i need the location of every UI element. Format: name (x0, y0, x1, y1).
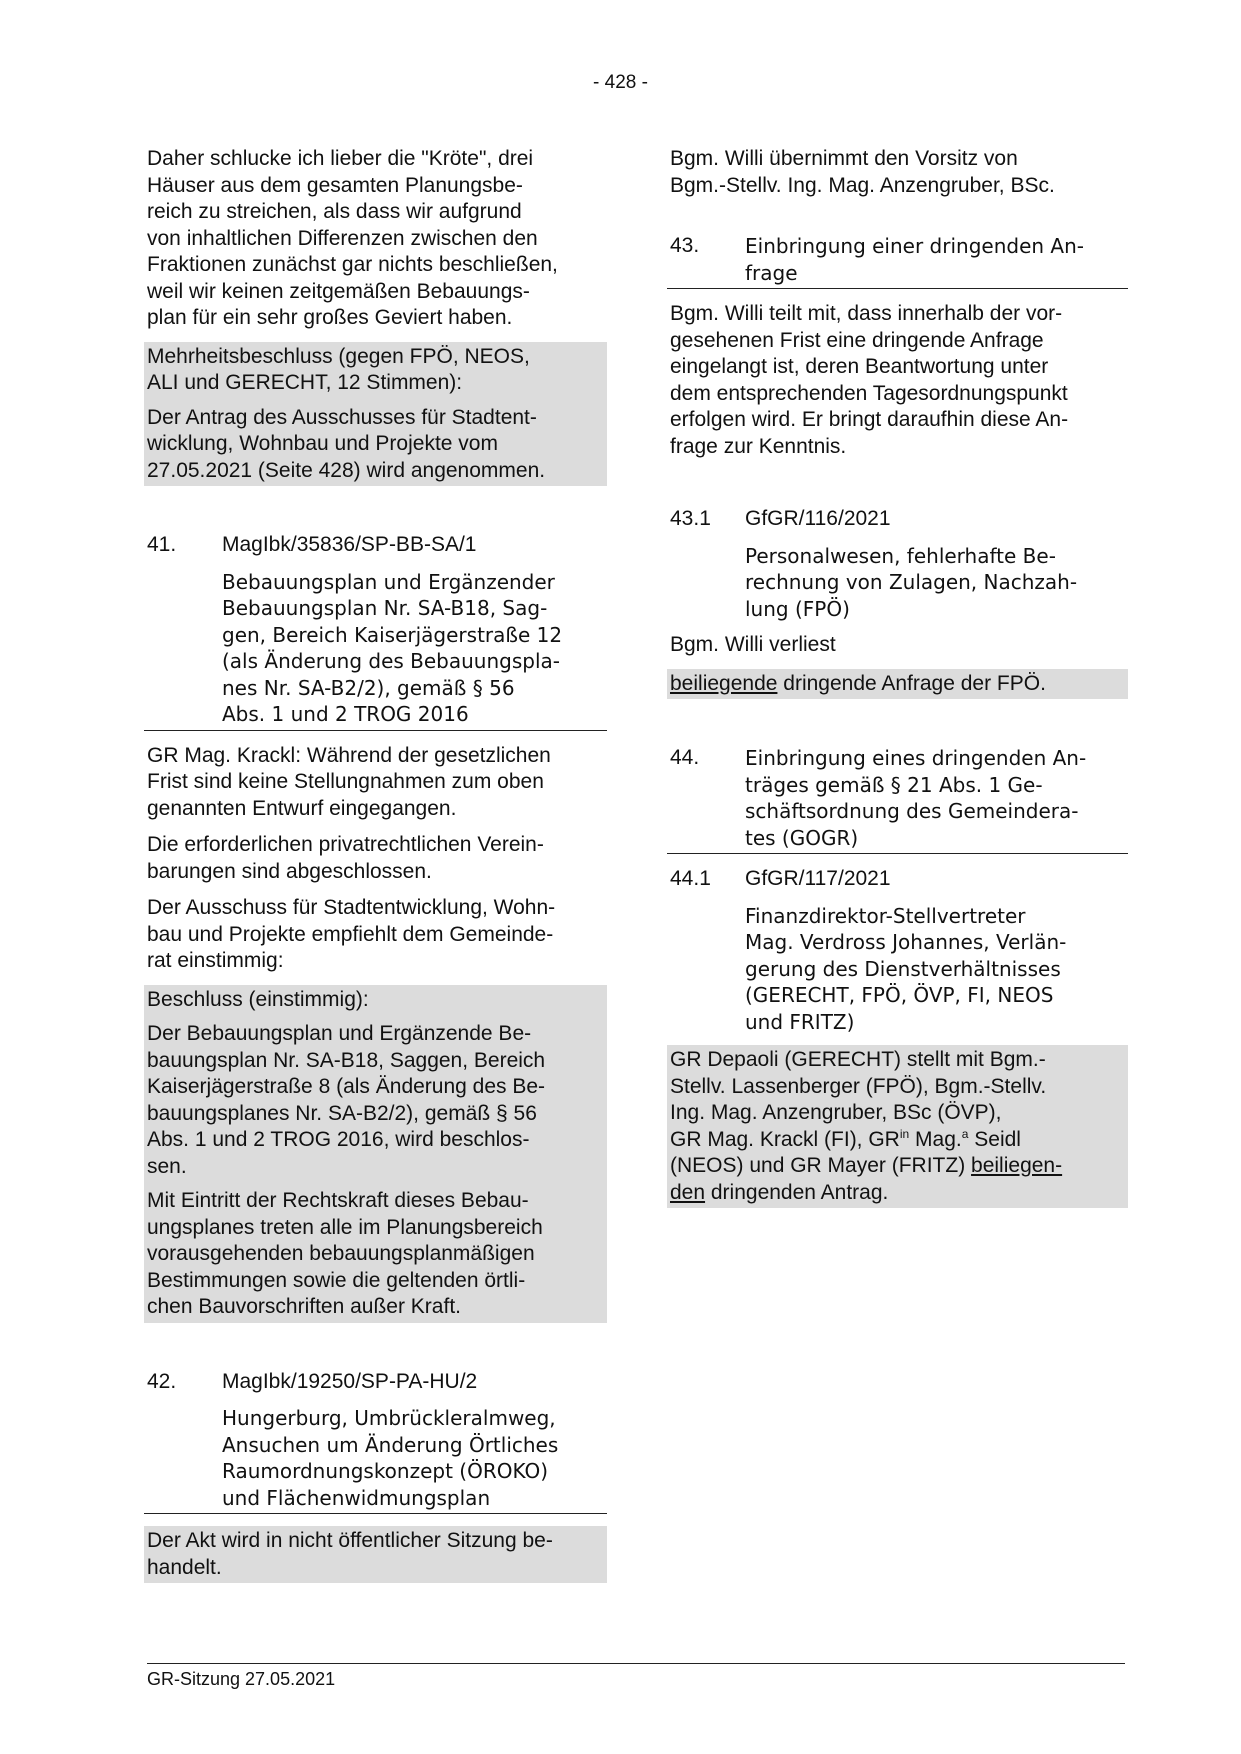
motion-text: GR Depaoli (GERECHT) stellt mit Bgm.- Stellv. Lassenberger (FPÖ), Bgm.-Stellv. Ing. Mag. Anzengruber, BSc (ÖVP), GR Mag. Krackl (FI), $GR^{in}$ Mag.$^a$ Seidl (NEOS) und GR Mayer (FRITZ) beiliegen- den dringenden Antrag. (670, 1048, 1063, 1204)
item-number: 44. (670, 746, 700, 769)
agenda-item-42 (147, 1369, 604, 1584)
item-title: Bebauungsplan und Ergänzender Bebauungsplan Nr. SA-B18, Sag- gen, Bereich Kaiserjägerstraße 12 (als Änderung des Bebauungspla- nes Nr. SA-B2/2), gemäß § 56 Abs. 1 und 2 TROG 2016 (222, 569, 563, 726)
agenda-item-41 (147, 532, 604, 1323)
chair-statement: Bgm. Willi übernimmt den Vorsitz von Bgm.-Stellv. Ing. Mag. Anzengruber, BSc. (670, 147, 1055, 197)
right-column (670, 146, 1125, 1208)
note-text: Der Akt wird in nicht öffentlicher Sitzung be- handelt. (147, 1529, 553, 1579)
attachment-box (667, 669, 1128, 700)
item-number: 43. (670, 234, 700, 257)
footer-divider (147, 1663, 1125, 1664)
item-number: 42. (147, 1369, 177, 1393)
left-column (147, 146, 604, 1583)
agenda-item-44 (670, 745, 1125, 854)
item-title: Finanzdirektor-Stellvertreter Mag. Verdross Johannes, Verlän- gerung des Dienstverhältnisses (GERECHT, FPÖ, ÖVP, FI, NEOS und FRITZ) (745, 903, 1067, 1034)
intro-paragraph: Daher schlucke ich lieber die "Kröte", drei Häuser aus dem gesamten Planungsbe- reich zu streichen, als dass wir aufgrund von inhaltlichen Differenzen zwischen den Fraktionen zunächst gar nichts beschließen, weil wir keinen zeitgemäßen Bebauungs- plan für ein sehr großes Geviert haben. (147, 147, 558, 329)
resolution-box-1 (144, 342, 607, 487)
motion-box (667, 1045, 1128, 1208)
resolution-text: Der Antrag des Ausschusses für Stadtent- wicklung, Wohnbau und Projekte vom 27.05.2021 (Seite 428) wird angenommen. (147, 405, 546, 482)
paragraph: Bgm. Willi teilt mit, dass innerhalb der vor- gesehenen Frist eine dringende Anfrage eingelangt ist, deren Beantwortung unter dem entsprechenden Tagesordnungspunkt erfolgen wird. Er bringt daraufhin diese An- frage zur Kenntnis. (670, 302, 1069, 458)
footer-text: GR-Sitzung 27.05.2021 (147, 1669, 336, 1689)
agenda-item-44-1 (670, 866, 1125, 1208)
item-number: 43.1 (670, 507, 711, 530)
agenda-item-43-1 (670, 506, 1125, 699)
vote-result: Beschluss (einstimmig): (147, 987, 369, 1011)
attachment-link[interactable]: beiliegende (670, 671, 778, 695)
agenda-item-43 (670, 233, 1125, 460)
item-reference: GfGR/116/2021 (745, 507, 891, 530)
item-number: 41. (147, 533, 177, 556)
item-number: 44.1 (670, 867, 711, 890)
page-number: - 428 - (593, 72, 648, 93)
attachment-text: dringende Anfrage der FPÖ. (777, 671, 1046, 695)
resolution-text: Mit Eintritt der Rechtskraft dieses Bebau- ungsplanes treten alle im Planungsbereich vorausgehenden bebauungsplanmäßigen Bestimmungen sowie die geltenden örtli- chen Bauvorschriften außer Kraft. (147, 1189, 543, 1318)
item-reference: GfGR/117/2021 (745, 867, 891, 890)
item-title: Einbringung eines dringenden An- träges gemäß § 21 Abs. 1 Ge- schäftsordnung des Gemeindera- tes (GOGR) (745, 746, 1087, 850)
reader-statement: Bgm. Willi verliest (670, 633, 836, 656)
motion-link[interactable]: den (670, 1180, 706, 1204)
item-reference: MagIbk/35836/SP-BB-SA/1 (222, 533, 477, 556)
paragraph: Die erforderlichen privatrechtlichen Verein- barungen sind abgeschlossen. (147, 833, 544, 883)
resolution-text: Der Bebauungsplan und Ergänzende Be- bauungsplan Nr. SA-B18, Saggen, Bereich Kaiserjägerstraße 8 (als Änderung des Be- bauungsplanes Nr. SA-B2/2), gemäß § 56 Abs. 1 und 2 TROG 2016, wird beschlos- sen. (147, 1022, 546, 1178)
resolution-box-2 (144, 985, 607, 1323)
motion-link[interactable]: beiliegen- (971, 1154, 1063, 1177)
item-title: Personalwesen, fehlerhafte Be- rechnung von Zulagen, Nachzah- lung (FPÖ) (745, 543, 1078, 621)
paragraph: GR Mag. Krackl: Während der gesetzlichen Frist sind keine Stellungnahmen zum oben genannten Entwurf eingegangen. (147, 743, 551, 820)
item-reference: MagIbk/19250/SP-PA-HU/2 (222, 1369, 478, 1393)
paragraph: Der Ausschuss für Stadtentwicklung, Wohn- bau und Projekte empfiehlt dem Gemeinde- rat einstimmig: (147, 896, 556, 972)
item-title: Einbringung einer dringenden An- frage (745, 234, 1084, 285)
item-title: Hungerburg, Umbrückleralmweg, Ansuchen um Änderung Örtliches Raumordnungskonzept (ÖROKO) und Flächenwidmungsplan (222, 1406, 559, 1510)
vote-result: Mehrheitsbeschluss (gegen FPÖ, NEOS, ALI und GERECHT, 12 Stimmen): (147, 344, 530, 394)
resolution-box-3 (144, 1526, 607, 1583)
